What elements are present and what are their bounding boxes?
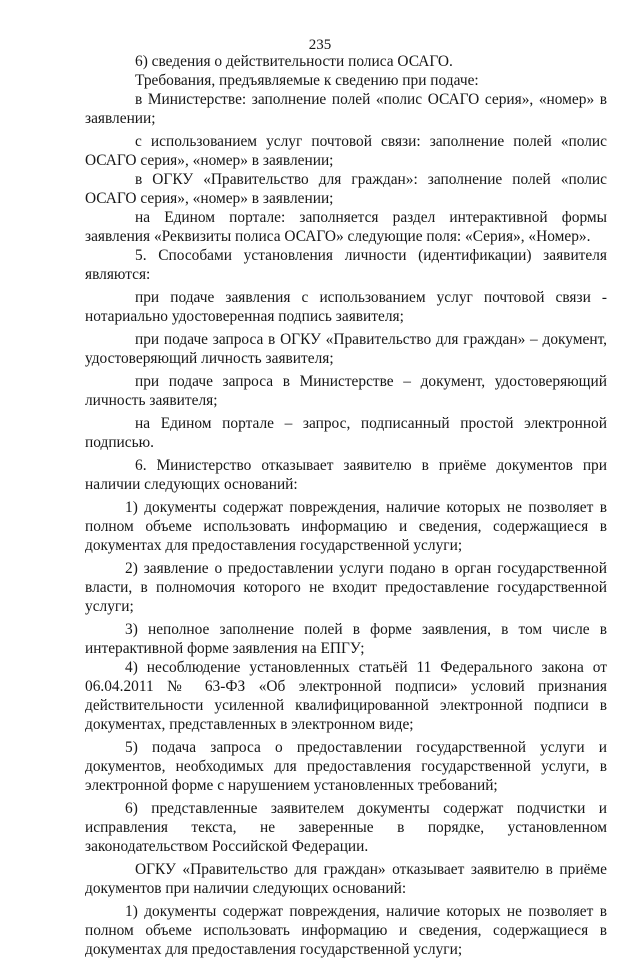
paragraph: на Едином портале – запрос, подписанный простой электронной подписью. <box>85 415 607 451</box>
paragraph: при подаче запроса в Министерстве – документ, удостоверяющий личность заявителя; <box>85 373 607 409</box>
paragraph: при подаче заявления с использованием услуг почтовой связи - нотариально удостоверенная подпись заявителя; <box>85 289 607 325</box>
paragraph: 3) неполное заполнение полей в форме заявления, в том числе в интерактивной форме заявления на ЕПГУ; <box>85 621 607 657</box>
page-number: 235 <box>308 37 332 53</box>
paragraph: при подаче запроса в ОГКУ «Правительство для граждан» – документ, удостоверяющий личность заявителя; <box>85 331 607 367</box>
paragraph: 2) заявление о предоставлении услуги подано в орган государственной власти, в полномочия которого не входит предоставление государственной услуги; <box>85 560 607 615</box>
document-body <box>85 52 607 959</box>
paragraph: ОГКУ «Правительство для граждан» отказывает заявителю в приёме документов при наличии следующих оснований: <box>85 861 607 897</box>
paragraph: 6) сведения о действительности полиса ОСАГО. <box>135 53 453 70</box>
paragraph: Требования, предъявляемые к сведению при подаче: <box>135 72 479 89</box>
paragraph: 5. Способами установления личности (идентификации) заявителя являются: <box>85 247 607 283</box>
paragraph: в Министерстве: заполнение полей «полис ОСАГО серия», «номер» в заявлении; <box>85 91 607 127</box>
paragraph: 5) подача запроса о предоставлении государственной услуги и документов, необходимых для предоставления государственной услуги, в электронной форме с нарушением установленных требований; <box>85 739 607 794</box>
paragraph: 1) документы содержат повреждения, наличие которых не позволяет в полном объеме использовать информацию и сведения, содержащиеся в документах для предоставления государственной услуги; <box>85 499 607 554</box>
paragraph: 4) несоблюдение установленных статьёй 11 Федерального закона от 06.04.2011 № 63-ФЗ «Об электронной подписи» условий признания действительности усиленной квалифицированной электронной подписи в документах, представленных в электронном виде; <box>85 659 607 733</box>
paragraph: в ОГКУ «Правительство для граждан»: заполнение полей «полис ОСАГО серия», «номер» в заявлении; <box>85 171 607 207</box>
paragraph: 1) документы содержат повреждения, наличие которых не позволяет в полном объеме использовать информацию и сведения, содержащиеся в документах для предоставления государственной услуги; <box>85 903 607 958</box>
paragraph: на Едином портале: заполняется раздел интерактивной формы заявления «Реквизиты полиса ОСАГО» следующие поля: «Серия», «Номер». <box>85 209 607 245</box>
paragraph: 6) представленные заявителем документы содержат подчистки и исправления текста, не заверенные в порядке, установленном законодательством Российской Федерации. <box>85 800 607 855</box>
paragraph: 6. Министерство отказывает заявителю в приёме документов при наличии следующих оснований: <box>85 457 607 493</box>
paragraph: с использованием услуг почтовой связи: заполнение полей «полис ОСАГО серия», «номер» в заявлении; <box>85 133 607 169</box>
